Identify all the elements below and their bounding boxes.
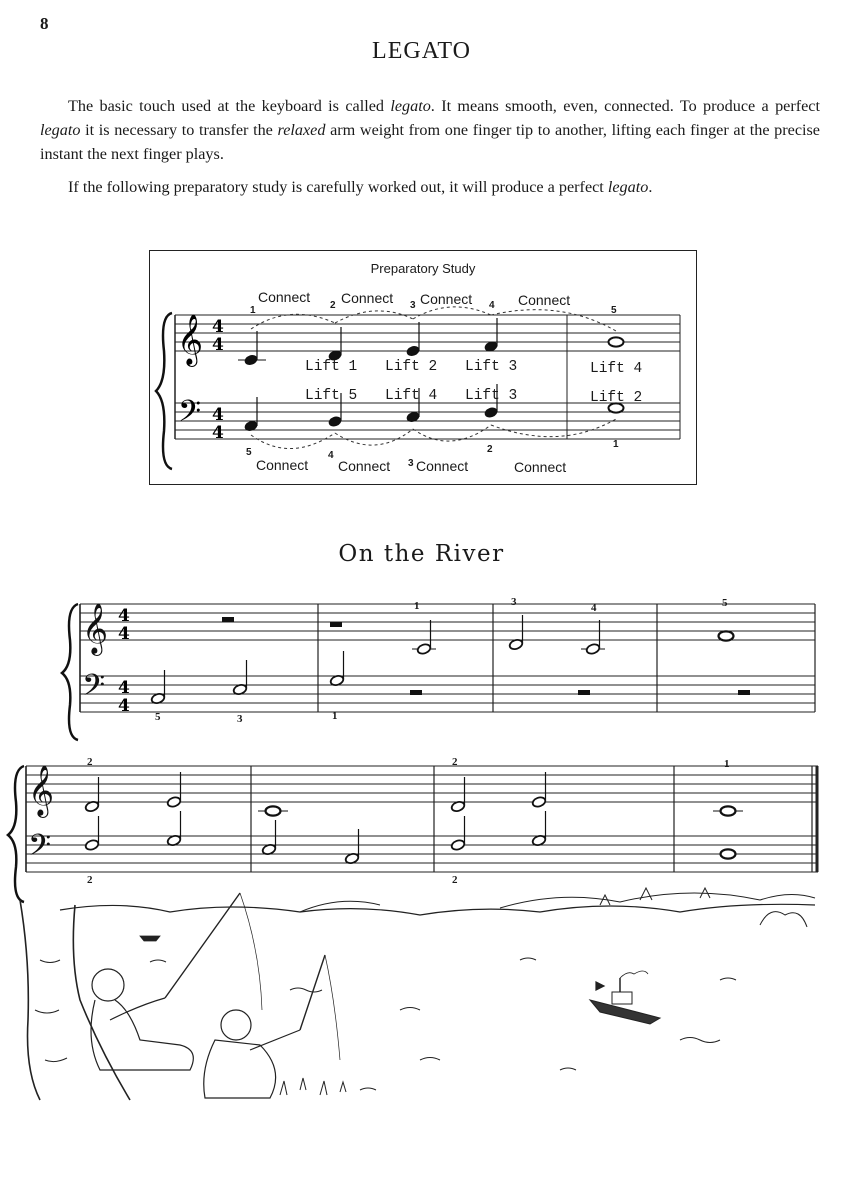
study-title: Preparatory Study xyxy=(370,261,476,276)
system1-treble-notes xyxy=(412,615,734,655)
bass-fingering: 5 xyxy=(155,711,161,723)
boy-body xyxy=(91,1000,193,1070)
girl-arm xyxy=(250,1030,300,1050)
bass-connect-label: Connect xyxy=(514,459,567,475)
treble-fingering: 4 xyxy=(489,300,495,311)
treble-connect-label: Connect xyxy=(420,291,473,307)
text-run: The basic touch used at the keyboard is called xyxy=(68,97,391,115)
time-signature: 4 xyxy=(118,678,130,698)
treble-lift-label: Lift 4 xyxy=(590,361,643,377)
system1-bass-staff xyxy=(80,676,815,712)
bass-staff xyxy=(175,403,680,439)
bass-clef-icon: 𝄢 xyxy=(178,395,202,436)
bass-lift-label: Lift 5 xyxy=(305,388,358,404)
bass-connect-label: Connect xyxy=(416,458,469,474)
treble-lift-label: Lift 3 xyxy=(465,359,518,375)
italic-term: legato xyxy=(40,121,81,139)
bass-fingering: 1 xyxy=(332,710,338,722)
treble-fingering: 3 xyxy=(511,596,517,608)
system2-brace xyxy=(8,766,24,902)
treble-connect-arcs xyxy=(251,307,616,331)
fishing-line-2 xyxy=(325,955,340,1060)
italic-term: relaxed xyxy=(277,121,326,139)
system2-bass-notes xyxy=(84,811,735,865)
system1-brace xyxy=(62,604,78,740)
steamboat xyxy=(590,971,660,1024)
small-boat xyxy=(140,936,160,941)
treble-fingering: 4 xyxy=(591,602,597,614)
treble-fingering: 2 xyxy=(330,300,336,311)
far-trees xyxy=(600,888,807,927)
preparatory-study-box xyxy=(149,250,697,485)
grass xyxy=(280,1078,346,1095)
fishing-line-1 xyxy=(240,893,262,1010)
system2-barlines xyxy=(26,766,817,872)
girl-head xyxy=(221,1010,251,1040)
boy-head xyxy=(92,969,124,1001)
bass-lift-label: Lift 4 xyxy=(385,388,438,404)
bass-connect-arcs xyxy=(251,419,616,449)
whole-rest xyxy=(222,617,234,622)
treble-fingering: 5 xyxy=(722,597,728,609)
bass-fingering: 1 xyxy=(613,439,619,450)
water-ripples xyxy=(150,958,736,1090)
tree-bark xyxy=(35,960,67,1062)
far-shore xyxy=(60,904,815,915)
treble-connect-label: Connect xyxy=(341,290,394,306)
bass-clef-icon: 𝄢 xyxy=(82,669,106,710)
bass-time-signature: 4 xyxy=(212,405,224,425)
time-signature: 4 xyxy=(118,606,130,626)
bass-fingering: 2 xyxy=(452,874,458,886)
treble-fingering: 1 xyxy=(724,758,730,770)
treble-lift-label: Lift 1 xyxy=(305,359,358,375)
treble-connect-label: Connect xyxy=(518,292,571,308)
grand-staff-brace xyxy=(156,313,172,469)
tree-trunk xyxy=(20,900,130,1100)
bass-fingering: 2 xyxy=(487,444,493,455)
text-run: . It means smooth, even, connected. To produce a perfect xyxy=(430,97,820,115)
bass-connect-label: Connect xyxy=(338,458,391,474)
treble-clef-icon: 𝄞 xyxy=(177,314,204,365)
treble-fingering: 1 xyxy=(250,305,256,316)
intro-paragraph-1 xyxy=(40,94,820,166)
treble-fingering: 2 xyxy=(87,756,93,768)
boy-arm xyxy=(110,998,165,1020)
river-fishing-illustration xyxy=(20,888,815,1100)
fishing-rod-2 xyxy=(300,955,325,1030)
italic-term: legato xyxy=(390,97,431,115)
treble-time-signature: 4 xyxy=(212,317,224,337)
time-signature: 4 xyxy=(118,696,130,716)
page-title: LEGATO xyxy=(372,38,471,64)
bass-fingering: 3 xyxy=(237,713,243,725)
half-rest xyxy=(738,690,750,695)
system2-treble-staff xyxy=(26,766,818,802)
treble-clef-icon: 𝄞 xyxy=(82,603,109,654)
fishing-rod-1 xyxy=(165,893,240,998)
treble-fingering: 1 xyxy=(414,600,420,612)
bass-fingering: 3 xyxy=(408,458,414,469)
bass-lift-label: Lift 2 xyxy=(590,390,643,406)
system1-treble-staff xyxy=(80,604,815,640)
italic-term: legato xyxy=(607,178,649,196)
system2-treble-notes xyxy=(84,772,743,816)
system1-bass-notes xyxy=(150,651,344,705)
bass-fingering: 5 xyxy=(246,447,252,458)
treble-clef-icon: 𝄞 xyxy=(28,765,55,816)
bass-fingering: 4 xyxy=(328,450,334,461)
treble-time-signature: 4 xyxy=(212,335,224,355)
bass-time-signature: 4 xyxy=(212,423,224,443)
page-number: 8 xyxy=(40,14,49,33)
text-run: . xyxy=(648,178,653,196)
bass-connect-label: Connect xyxy=(256,457,309,473)
hills xyxy=(300,893,815,912)
treble-staff xyxy=(175,315,680,351)
text-run: arm weight from one finger tip to another, lifting each finger at the precise instant the next finger plays. xyxy=(40,121,820,163)
half-rest xyxy=(330,622,342,627)
bass-clef-icon: 𝄢 xyxy=(28,829,52,870)
treble-lift-label: Lift 2 xyxy=(385,359,438,375)
half-rest xyxy=(410,690,422,695)
intro-paragraph-2 xyxy=(40,175,820,199)
bass-lift-label: Lift 3 xyxy=(465,388,518,404)
system1-barlines xyxy=(80,604,815,712)
bass-fingering: 2 xyxy=(87,874,93,886)
system2-bass-staff xyxy=(26,836,818,872)
text-run: it is necessary to transfer the xyxy=(80,121,278,139)
text-run: If the following preparatory study is carefully worked out, it will produce a perfect xyxy=(68,178,608,196)
treble-fingering: 2 xyxy=(452,756,458,768)
time-signature: 4 xyxy=(118,624,130,644)
treble-connect-label: Connect xyxy=(258,289,311,305)
treble-fingering: 3 xyxy=(410,300,416,311)
treble-fingering: 5 xyxy=(611,305,617,316)
piece-title: On the River xyxy=(338,541,505,567)
girl-body xyxy=(204,1040,276,1098)
half-rest xyxy=(578,690,590,695)
